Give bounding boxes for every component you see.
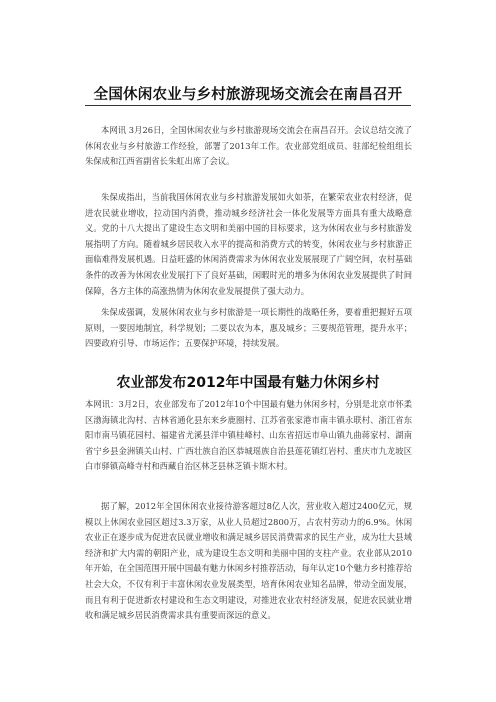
article-title-2: 农业部发布2012年中国最有魅力休闲乡村 xyxy=(116,375,380,391)
article1-paragraph-3: 朱保成强调，发展休闲农业与乡村旅游是一项长期性的战略任务，要着重把握好五项原则，一要因地制宜，科学规划；二要以农为本，惠及城乡；三要规范管理，提升水平；四要政府引导、市场运作；五要保护环境，持续发展。 xyxy=(85,307,412,349)
article2-paragraph-2: 据了解，2012年全国休闲农业接待游客超过8亿人次，营业收入超过2400亿元，规模以上休闲农业园区超过3.3万家，从业人员超过2800万，占农村劳动力的6.9%。休闲农业正在逐步成为促进农民就业增收和满足城乡居民消费需求的民生产业，成为壮大县域经济和扩大内需的朝阳产业，成为建设生态文明和美丽中国的支柱产业。农业部从2010年开始，在全国范围开展中国最有魅力休闲乡村推荐活动，每年认定10个魅力乡村推荐给社会大众，不仅有利于丰富休闲农业发展类型，培育休闲农业知名品牌，带动全面发展，而且有利于促进新农村建设和生态文明建设，对推进农业农村经济发展，促进农民就业增收和满足城乡居民消费需求具有重要而深远的意义。 xyxy=(85,501,412,621)
title-underline xyxy=(85,105,411,106)
article-title-1: 全国休闲农业与乡村旅游现场交流会在南昌召开 xyxy=(93,87,403,103)
article1-paragraph-2: 朱保成指出，当前我国休闲农业与乡村旅游发展如火如荼，在繁荣农业农村经济，促进农民就业增收，拉动国内消费，推动城乡经济社会一体化发展等方面具有重大战略意义。党的十八大提出了建设生态文明和美丽中国的目标要求，这为休闲农业与乡村旅游发展指明了方向。随着城乡居民收入水平的提高和消费方式的转变，休闲农业与乡村旅游正面临难得发展机遇。日益旺盛的休闲消费需求为休闲农业发展展现了广阔空间，农村基础条件的改善为休闲农业发展打下了良好基础，闲暇时光的增多为休闲农业发展提供了时间保障，各方主体的高涨热情为休闲农业发展提供了强大动力。 xyxy=(85,192,412,296)
article2-paragraph-1: 本网讯：3月2日，农业部发布了2012年10个中国最有魅力休闲乡村，分别是北京市怀柔区渤海镇北沟村、吉林省通化县东来乡鹿圈村、江苏省张家港市南丰镇永联村、浙江省东阳市南马镇花园村、福建省尤溪县洋中镇桂峰村、山东省招远市阜山镇九曲蒋家村、湖南省宁乡县金洲镇关山村、广西壮族自治区恭城瑶族自治县莲花镇红岩村、重庆市九龙坡区白市驿镇高峰寺村和西藏自治区林芝县林芝镇卡斯木村。 xyxy=(85,399,412,472)
article1-paragraph-1: 本网讯 3月26日，全国休闲农业与乡村旅游现场交流会在南昌召开。会议总结交流了休闲农业与乡村旅游工作经验，部署了2013年工作。农业部党组成员、驻部纪检组组长朱保成和江西省副省长朱虹出席了会议。 xyxy=(85,125,412,167)
